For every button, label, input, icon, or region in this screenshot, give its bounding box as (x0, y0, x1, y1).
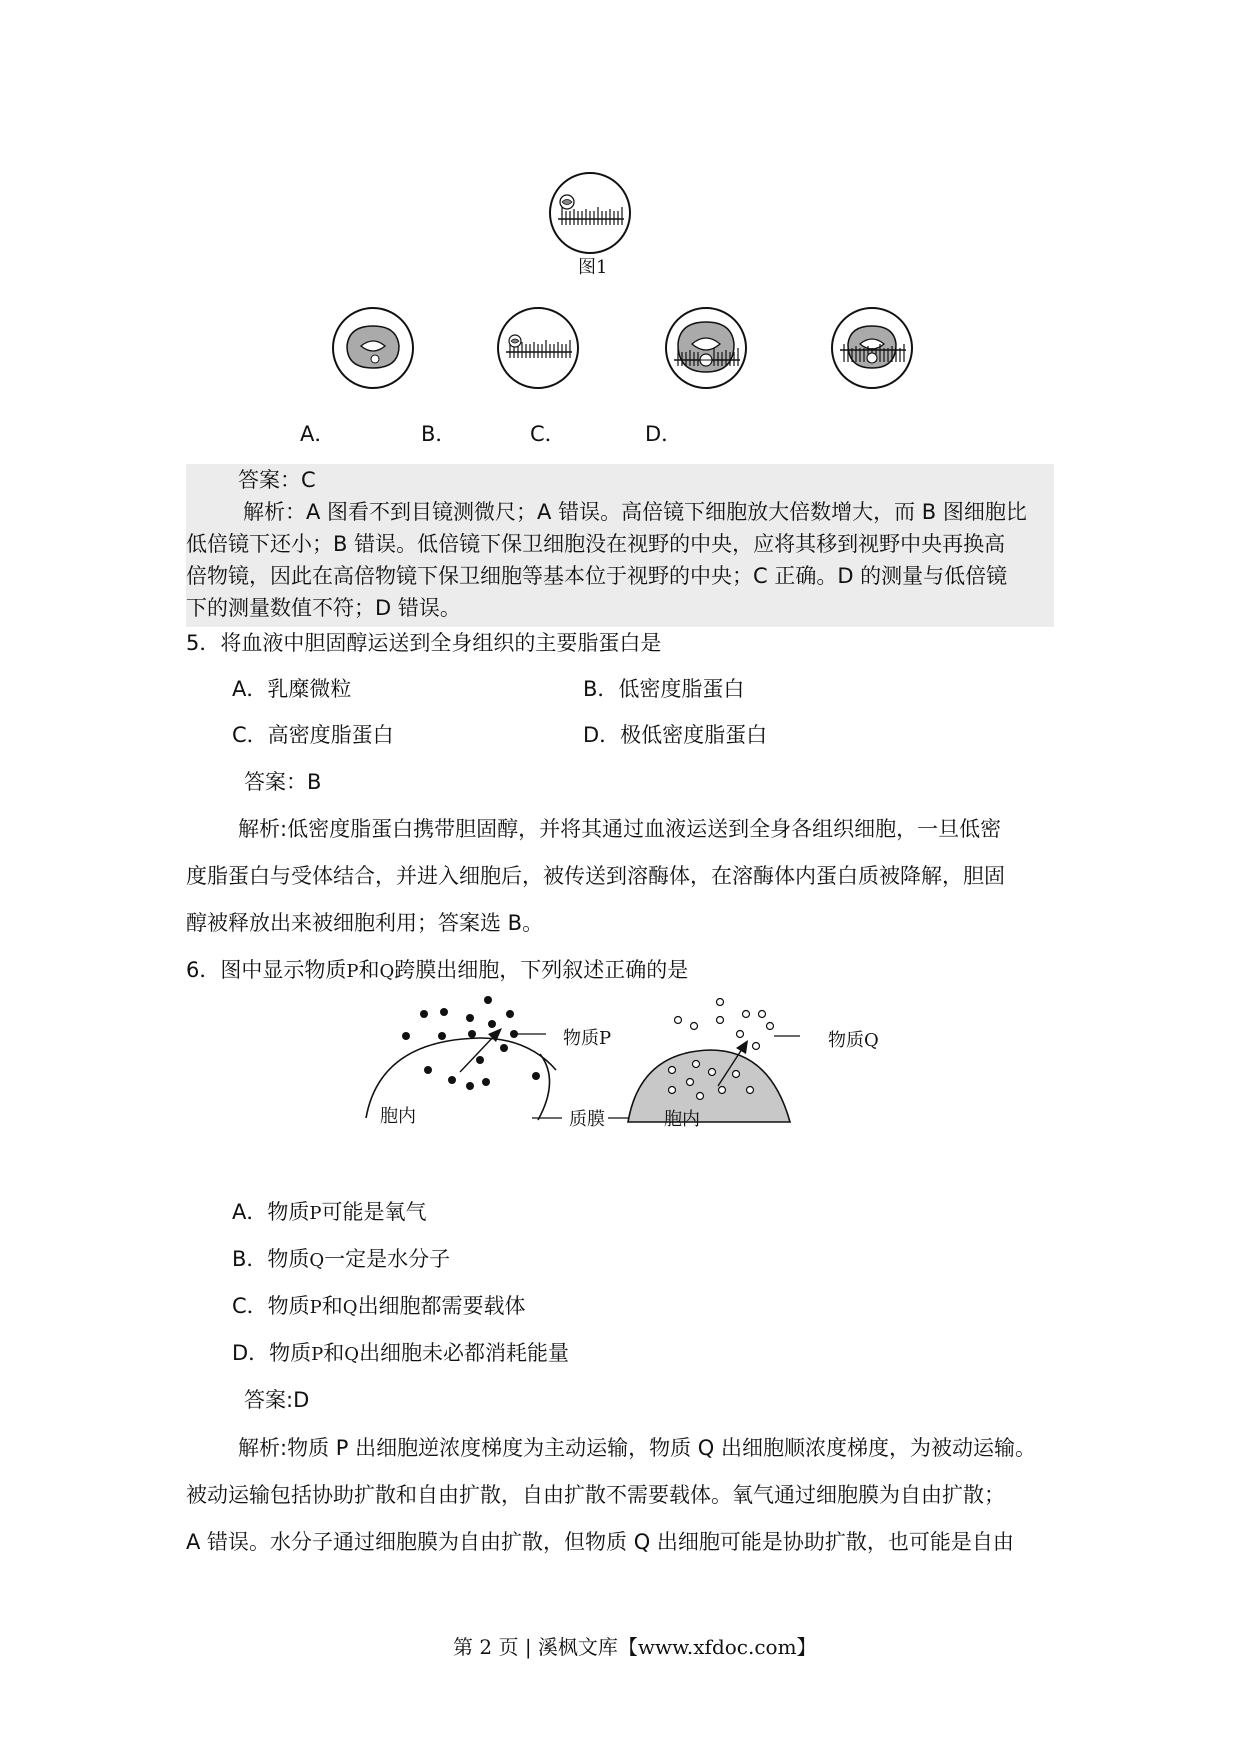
figure1-option-d-label: D． (645, 422, 683, 446)
q6-stem-mid: 和 (358, 958, 380, 982)
substance-p-label: 物质P (563, 1028, 612, 1049)
q6-answer: 答案:D (244, 1388, 310, 1412)
q6-stem (186, 955, 688, 987)
q5-stem: 5．将血液中胆固醇运送到全身组织的主要脂蛋白是 (186, 631, 662, 655)
q5-analysis-line-1: 解析:低密度脂蛋白携带胆固醇，并将其通过血液运送到全身各组织细胞，一旦低密 (238, 817, 1002, 841)
q5-option-a: A．乳糜微粒 (232, 677, 352, 701)
q6-analysis-line-2: 被动运输包括协助扩散和自由扩散，自由扩散不需要载体。氧气通过细胞膜为自由扩散； (186, 1483, 1005, 1507)
q6-option-b: B．物质Q一定是水分子 (232, 1247, 451, 1271)
figure1-option-a-view (331, 306, 415, 390)
q4-analysis-line-2: 低倍镜下还小；B 错误。低倍镜下保卫细胞没在视野的中央，应将其移到视野中央再换高 (186, 532, 1006, 556)
q6-option-c: C．物质P和Q出细胞都需要载体 (232, 1294, 526, 1318)
footer-site-link[interactable]: 溪枫文库【www.xfdoc.com】 (537, 1635, 817, 1659)
inside-right-label: 胞内 (664, 1109, 700, 1130)
q5-analysis-line-2: 度脂蛋白与受体结合，并进入细胞后，被传送到溶酶体，在溶酶体内蛋白质被降解，胆固 (186, 864, 1005, 888)
q6-stem-prefix: 6．图中显示物质 (186, 958, 347, 982)
figure1-option-d-view (830, 306, 914, 390)
inside-left-label: 胞内 (380, 1106, 416, 1127)
q5-option-b: B．低密度脂蛋白 (583, 677, 745, 701)
q6-analysis-line-3: A 错误。水分子通过细胞膜为自由扩散，但物质 Q 出细胞可能是协助扩散，也可能是自由 (186, 1530, 1014, 1554)
q6-analysis-line-1: 解析:物质 P 出细胞逆浓度梯度为主动运输，物质 Q 出细胞顺浓度梯度，为被动运输。 (238, 1436, 1036, 1460)
q6-stem-q: Q (379, 961, 395, 982)
q5-answer: 答案：B (244, 770, 322, 794)
q4-analysis-line-1: 解析：A 图看不到目镜测微尺；A 错误。高倍镜下细胞放大倍数增大，而 B 图细胞比 (243, 500, 1027, 524)
figure1-caption: 图1 (578, 257, 608, 278)
q5-analysis-line-3: 醇被释放出来被细胞利用；答案选 B。 (186, 911, 544, 935)
q5-option-d: D．极低密度脂蛋白 (583, 723, 768, 747)
q4-answer: 答案：C (238, 468, 316, 492)
figure1-option-c-label: C． (530, 422, 566, 446)
membrane-label: 质膜 (569, 1109, 605, 1130)
q4-analysis-line-4: 下的测量数值不符；D 错误。 (186, 596, 461, 620)
figure1-option-b-view (496, 306, 580, 390)
page-footer (453, 1631, 817, 1660)
q6-stem-suffix: 跨膜出细胞，下列叙述正确的是 (394, 958, 689, 982)
q6-stem-p: P (346, 961, 359, 982)
figure1-option-b-label: B． (421, 422, 457, 446)
footer-page-number: 第 2 页 (453, 1635, 519, 1659)
q4-analysis-line-3: 倍物镜，因此在高倍物镜下保卫细胞等基本位于视野的中央；C 正确。D 的测量与低倍镜 (186, 564, 1008, 588)
q6-option-d: D．物质P和Q出细胞未必都消耗能量 (232, 1341, 570, 1365)
q5-option-c: C．高密度脂蛋白 (232, 723, 394, 747)
q6-option-a: A．物质P可能是氧气 (232, 1200, 427, 1224)
footer-separator: | (524, 1635, 532, 1659)
figure1-main-view (548, 171, 632, 255)
figure1-option-a-label: A． (300, 422, 336, 446)
substance-q-label: 物质Q (828, 1030, 879, 1051)
figure1-option-c-view (664, 306, 748, 390)
membrane-diagram (360, 990, 880, 1140)
